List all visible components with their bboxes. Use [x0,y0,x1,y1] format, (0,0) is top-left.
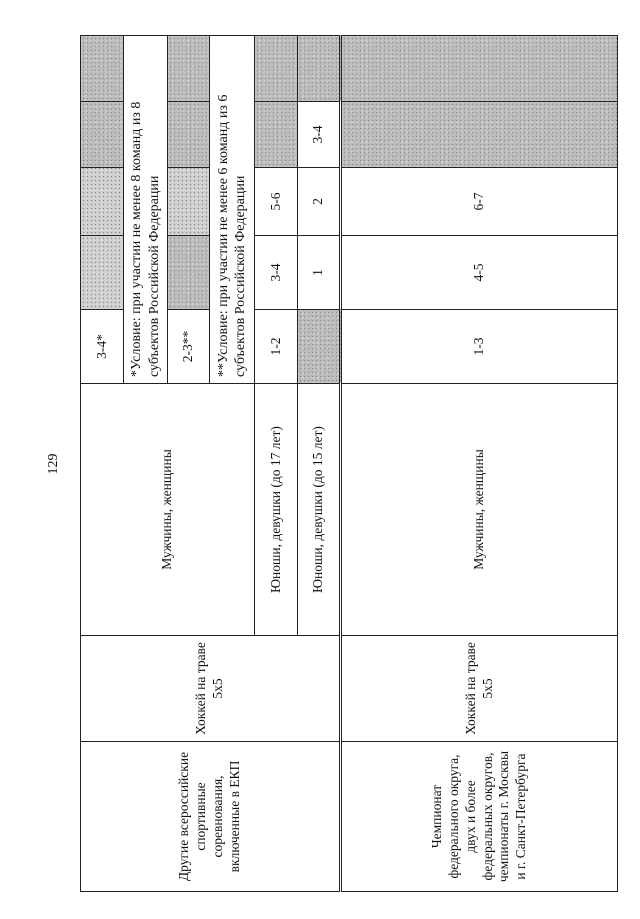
condition-note-1: *Условие: при участии не менее 8 команд из 8 субъектов Российской Федерации [124,35,168,383]
value-cell: 6-7 [341,167,618,235]
table-row [81,35,124,891]
page-number: 129 [46,453,61,475]
value-cell: 2 [298,167,341,235]
shaded-cell [298,35,341,101]
condition-note-2: **Условие: при участии не менее 6 команд из 6 субъектов Российской Федерации [210,35,255,383]
value-cell: 1-2 [255,309,298,383]
shaded-cell [168,35,210,101]
shaded-cell [81,167,124,235]
value-cell: 3-4 [298,101,341,167]
value-cell: 1 [298,235,341,309]
table-row [341,35,618,891]
event-cell-other: Другие всероссийские спортивные соревнования, включенные в ЕКП [81,742,341,892]
shaded-cell [255,101,298,167]
shaded-cell [81,235,124,309]
shaded-cell [168,235,210,309]
group-cell-u17: Юноши, девушки (до 17 лет) [255,383,298,635]
group-cell-u15: Юноши, девушки (до 15 лет) [298,383,341,635]
shaded-cell [168,167,210,235]
value-cell: 4-5 [341,235,618,309]
group-cell-federal: Мужчины, женщины [341,383,618,635]
value-cell: 1-3 [341,309,618,383]
shaded-cell [255,35,298,101]
value-cell: 5-6 [255,167,298,235]
shaded-cell [341,35,618,101]
sport-cell-other: Хоккей на траве 5x5 [81,636,341,742]
shaded-cell [81,101,124,167]
event-cell-federal: Чемпионат федерального округа, двух и более федеральных округов, чемпионаты г. Москвы и г. Санкт-Петербурга [341,742,618,892]
shaded-cell [298,309,341,383]
place-cell-2-3: 2-3** [168,309,210,383]
shaded-cell [341,101,618,167]
rotated-table-container [80,36,616,892]
shaded-cell [168,101,210,167]
shaded-cell [81,35,124,101]
group-cell-men-women: Мужчины, женщины [81,383,255,635]
value-cell: 3-4 [255,235,298,309]
classification-table [80,35,618,892]
sport-cell-federal: Хоккей на траве 5x5 [341,636,618,742]
place-cell-3-4: 3-4* [81,309,124,383]
